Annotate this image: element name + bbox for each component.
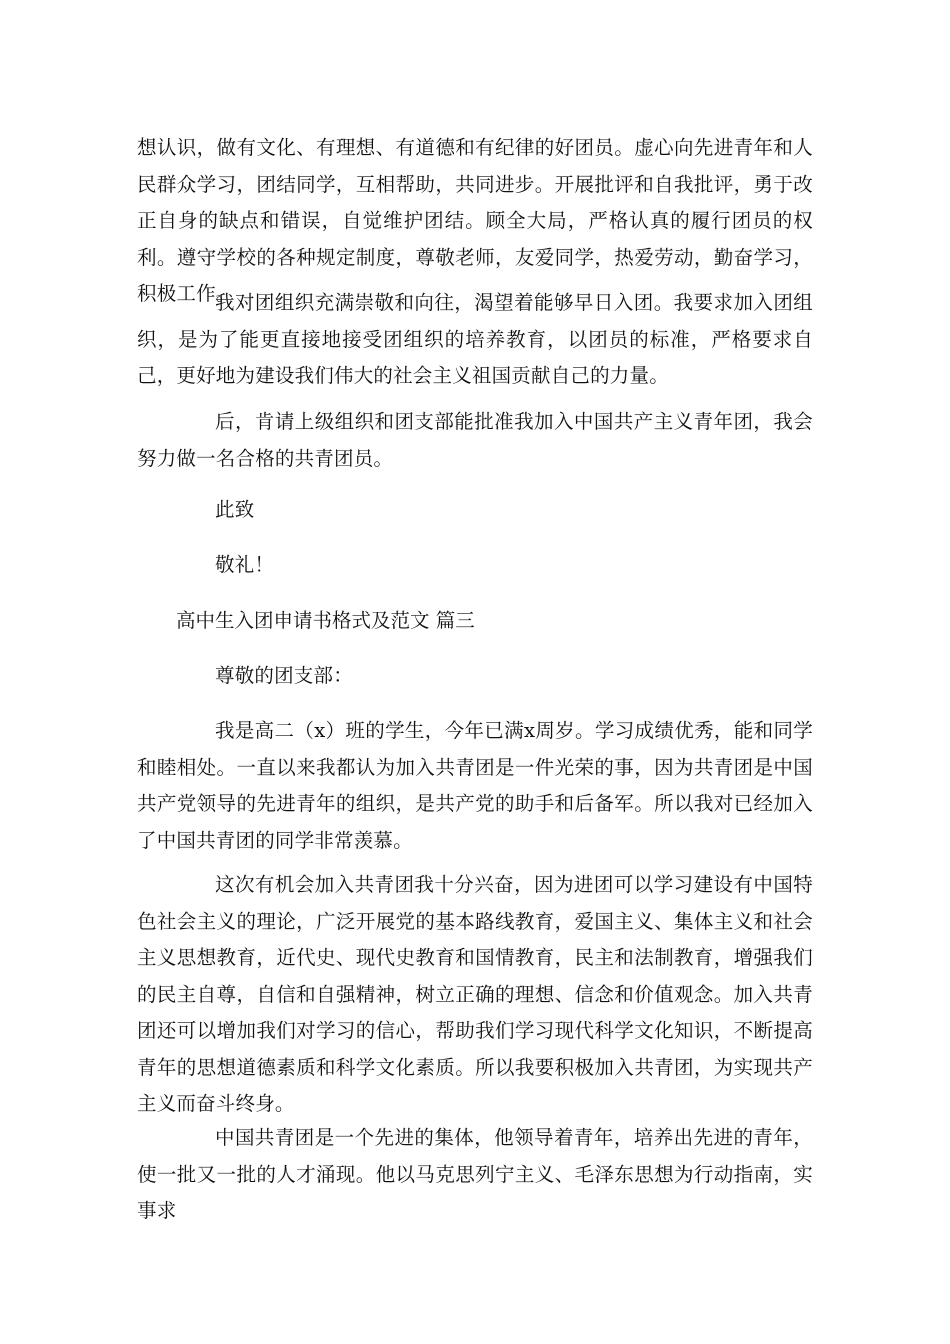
letter-greeting: 尊敬的团支部： xyxy=(215,664,353,687)
closing-salutation: 此致 xyxy=(215,498,255,521)
closing-regards: 敬礼！ xyxy=(215,553,275,576)
section-heading: 高中生入团申请书格式及范文 篇三 xyxy=(176,609,475,632)
paragraph-8: 这次有机会加入共青团我十分兴奋，因为进团可以学习建设有中国特色社会主义的理论，广泛开展党的基本路线教育，爱国主义、集体主义和社会主义思想教育，近代史、现代史教育和国情教育，民主和法制教育，增强我们的民主自尊，自信和自强精神，树立正确的理想、信念和价值观念。加入共青团还可以增加我们对学习的信心，帮助我们学习现代科学文化知识，不断提高青年的思想道德素质和科学文化素质。所以我要积极加入共青团，为实现共产主义而奋斗终身。 xyxy=(137,873,813,1115)
paragraph-1: 想认识，做有文化、有理想、有道德和有纪律的好团员。虚心向先进青年和人民群众学习，团结同学，互相帮助，共同进步。开展批评和自我批评，勇于改正自身的缺点和错误，自觉维护团结。顾全大局，严格认真的履行团员的权利。遵守学校的各种规定制度，尊敬老师，友爱同学，热爱劳动，勤奋学习，积极工作。 xyxy=(137,136,813,305)
paragraph-9: 中国共青团是一个先进的集体，他领导着青年，培养出先进的青年，使一批又一批的人才涌现。他以马克思列宁主义、毛泽东思想为行动指南，实事求 xyxy=(137,1126,813,1222)
paragraph-2: 我对团组织充满崇敬和向往，渴望着能够早日入团。我要求加入团组织，是为了能更直接地接受团组织的培养教育，以团员的标准，严格要求自己，更好地为建设我们伟大的社会主义祖国贡献自己的力量。 xyxy=(137,291,813,387)
paragraph-3: 后，肯请上级组织和团支部能批准我加入中国共产主义青年团，我会努力做一名合格的共青团员。 xyxy=(137,410,813,470)
paragraph-7: 我是高二（x）班的学生，今年已满x周岁。学习成绩优秀，能和同学和睦相处。一直以来我都认为加入共青团是一件光荣的事，因为共青团是中国共产党领导的先进青年的组织，是共产党的助手和后备军。所以我对已经加入了中国共青团的同学非常羡慕。 xyxy=(137,719,813,852)
